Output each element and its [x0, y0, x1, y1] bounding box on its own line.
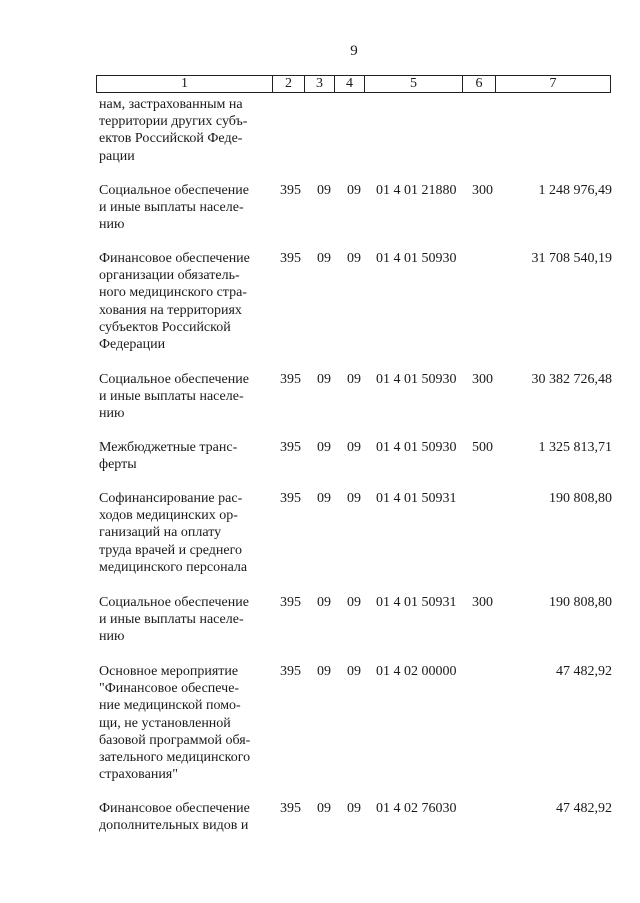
row-code-subsection: 09	[347, 251, 361, 266]
row-amount: 47 482,92	[556, 801, 612, 816]
row-amount: 190 808,80	[549, 491, 612, 506]
row-code-section: 09	[317, 595, 331, 610]
row-code-ministry: 395	[280, 440, 301, 455]
row-code-expense-type: 500	[472, 440, 493, 455]
row-code-subsection: 09	[347, 372, 361, 387]
header-col-6: 6	[463, 76, 496, 92]
row-code-section: 09	[317, 183, 331, 198]
row-code-target: 01 4 01 50931	[376, 595, 457, 610]
row-code-ministry: 395	[280, 664, 301, 679]
row-code-section: 09	[317, 491, 331, 506]
row-amount: 30 382 726,48	[531, 372, 612, 387]
row-code-ministry: 395	[280, 801, 301, 816]
row-code-target: 01 4 01 21880	[376, 183, 457, 198]
row-code-section: 09	[317, 251, 331, 266]
header-col-2: 2	[273, 76, 305, 92]
row-name: Финансовое обеспечение организации обязатель- ного медицинского стра- хования на территориях субъектов Российской Федерации	[99, 251, 250, 353]
page-number: 9	[350, 43, 358, 59]
row-code-target: 01 4 01 50931	[376, 491, 457, 506]
row-name: Софинансирование рас- ходов медицинских ор- ганизаций на оплату труда врачей и среднего медицинского персонала	[99, 491, 248, 575]
row-name: нам, застрахованным на территории других субъ- ектов Российской Феде- рации	[99, 97, 248, 164]
table-header	[96, 75, 611, 93]
row-code-ministry: 395	[280, 183, 301, 198]
header-col-5: 5	[365, 76, 463, 92]
row-code-expense-type: 300	[472, 595, 493, 610]
row-code-section: 09	[317, 372, 331, 387]
row-code-subsection: 09	[347, 183, 361, 198]
row-amount: 190 808,80	[549, 595, 612, 610]
header-col-7: 7	[549, 76, 557, 91]
row-code-section: 09	[317, 440, 331, 455]
row-code-target: 01 4 01 50930	[376, 251, 457, 266]
row-name: Социальное обеспечение и иные выплаты населе- нию	[99, 372, 249, 422]
row-code-ministry: 395	[280, 251, 301, 266]
row-code-ministry: 395	[280, 491, 301, 506]
row-name: Основное мероприятие "Финансовое обеспече- ние медицинской помо- щи, не установленной базовой программой обя- зательного медицинского страхования"	[99, 664, 251, 783]
row-code-subsection: 09	[347, 801, 361, 816]
row-code-subsection: 09	[347, 664, 361, 679]
row-code-subsection: 09	[347, 491, 361, 506]
row-name: Финансовое обеспечение дополнительных видов и	[99, 801, 250, 834]
row-name: Социальное обеспечение и иные выплаты населе- нию	[99, 595, 249, 645]
row-code-section: 09	[317, 664, 331, 679]
row-code-target: 01 4 02 00000	[376, 664, 457, 679]
row-amount: 31 708 540,19	[531, 251, 612, 266]
row-code-subsection: 09	[347, 440, 361, 455]
row-code-expense-type: 300	[472, 183, 493, 198]
row-code-ministry: 395	[280, 372, 301, 387]
row-code-target: 01 4 02 76030	[376, 801, 457, 816]
row-amount: 1 325 813,71	[538, 440, 612, 455]
row-code-target: 01 4 01 50930	[376, 372, 457, 387]
row-code-expense-type: 300	[472, 372, 493, 387]
header-col-4: 4	[335, 76, 365, 92]
row-name: Социальное обеспечение и иные выплаты населе- нию	[99, 183, 249, 233]
row-name: Межбюджетные транс- ферты	[99, 440, 238, 473]
header-col-3: 3	[305, 76, 335, 92]
row-amount: 1 248 976,49	[538, 183, 612, 198]
header-col-1: 1	[97, 76, 273, 92]
row-code-target: 01 4 01 50930	[376, 440, 457, 455]
row-code-section: 09	[317, 801, 331, 816]
row-code-subsection: 09	[347, 595, 361, 610]
row-code-ministry: 395	[280, 595, 301, 610]
row-amount: 47 482,92	[556, 664, 612, 679]
